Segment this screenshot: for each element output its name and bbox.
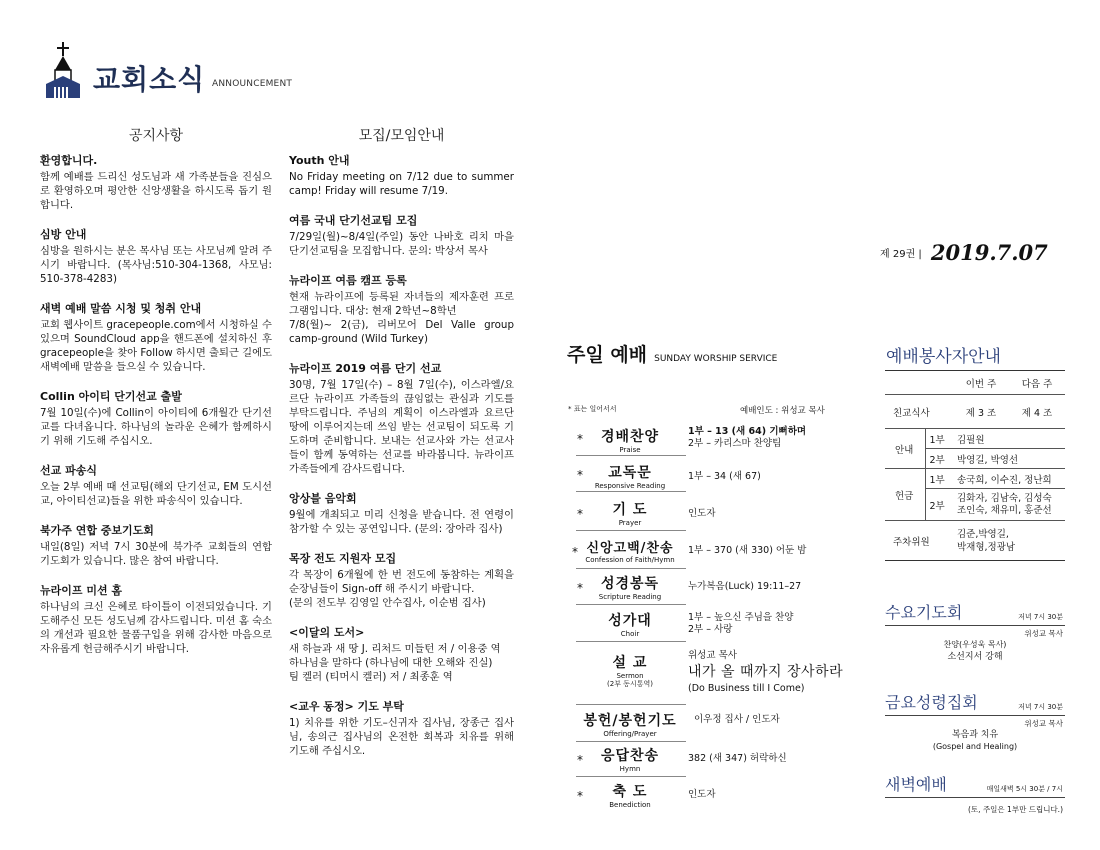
worship-item-english: Offering/Prayer [603,730,657,738]
worship-standing-note: * 표는 일어서서 [568,405,617,413]
notice-item [40,582,272,656]
worship-row [568,608,858,642]
parking-names-a: 김준,박영길, [957,528,1009,540]
standing-marker: * [577,468,583,482]
row-divider [576,491,686,492]
notice-title: 새벽 예배 말씀 시청 및 청취 안내 [40,302,202,315]
recruit-heading: 모집/모임안내 [358,128,445,144]
offering-names-2a: 김화자, 김남숙, 김성숙 [957,492,1052,504]
usher-label: 친교식사 [893,407,930,419]
friday-divider [885,715,1065,716]
row-divider [576,568,686,569]
row-divider [576,641,686,642]
worship-item-content [688,789,716,801]
friday-text-1: 복음과 치유 [951,730,999,740]
worship-title-korean: 주일 예배 [567,344,648,366]
worship-item-korean: 경배찬양 [600,429,660,445]
offering-part-1: 1부 [925,469,953,489]
issue-volume: 제 29권 | [880,249,922,260]
dawn-divider [885,797,1065,798]
notice-item [40,388,272,448]
worship-row-sermon [568,648,858,704]
content-line: 1부 – 높으신 주님을 찬양 [688,612,794,623]
offering-names-2 [953,489,1065,521]
guide-names-1: 김필원 [957,434,985,446]
worship-row [568,458,858,492]
friday-title: 금요성령집회 [885,693,978,712]
notices-heading: 공지사항 [128,128,184,144]
notice-item [40,226,272,286]
parking-names [953,521,1065,561]
worship-row [568,743,858,777]
recruit-title: <이달의 도서> [289,626,365,639]
this-week-header: 이번 주 [965,378,997,390]
wednesday-text-2: 소선지서 강해 [947,652,1003,662]
notice-item [40,300,272,374]
offering-part-2: 2부 [925,489,953,521]
friday-text-2: (Gospel and Healing) [932,742,1018,751]
notice-title: Collin 아이티 단기선교 출발 [40,390,182,403]
worship-item-korean: 설 교 [612,655,648,671]
notice-body: 교회 웹사이트 gracepeople.com에서 시청하실 수 있으며 SoundCloud app을 핸드폰에 설치하신 후 gracepeople을 찾아 Follow 하시면 출퇴근 길에도 새벽예배 말씀을 들으실 수 있습니다. [40,319,273,373]
dawn-time: 매일새벽 5시 30분 / 7시 [986,785,1063,793]
worship-item-english: Confession of Faith/Hymn [585,556,675,564]
friday-time: 저녁 7시 30분 [1018,703,1063,711]
dawn-service [885,772,1065,815]
sermon-title: 내가 올 때까지 장사하라 [688,664,844,680]
worship-item-korean: 기 도 [612,502,648,518]
recruit-item [289,698,514,758]
recruit-title: 뉴라이프 2019 여름 단기 선교 [289,362,442,375]
worship-item-content [688,581,801,593]
content-line: 2부 – 사랑 [688,624,733,635]
dawn-title: 새벽예배 [885,775,947,794]
content-line: 1부 – 13 (새 64) 기뻐하며 [688,426,807,437]
notice-body: 함께 예배를 드리신 성도님과 새 가족분들을 진심으로 환영하오며 평안한 신앙생활을 하시도록 돕기 원합니다. [40,171,272,211]
row-divider [576,530,686,531]
worship-item-korean: 응답찬송 [600,748,660,764]
issue-date: 2019.7.07 [930,240,1048,265]
worship-item-english: Scripture Reading [598,593,662,601]
notice-title: 뉴라이프 미션 홈 [40,584,123,597]
worship-item-content [688,612,793,636]
parking-names-b: 박재형,정광남 [957,541,1016,553]
worship-row [568,535,858,569]
content-line: 1부 – 370 (새 330) 어둔 밤 [688,545,807,556]
wednesday-time: 저녁 7시 30분 [1018,613,1063,621]
worship-item-english: Prayer [618,519,642,527]
recruit-item [289,550,514,610]
row-divider [576,741,686,742]
guide-part-1: 1부 [925,429,953,449]
wednesday-service [885,600,1065,663]
recruit-body: 1) 치유를 위한 기도–신귀자 집사님, 장종근 집사님, 송의근 집사님의 온전한 회복과 치유를 위해 기도해 주십시오. [289,717,514,757]
content-line: 누가복음(Luck) 19:11–27 [688,581,802,592]
worship-row [568,708,858,742]
notice-body: 심방을 원하시는 분은 목사님 또는 사모님께 알려 주시기 바랍니다. (목사님:510-304-1368, 사모님: 510-378-4283) [40,245,272,285]
worship-row [568,779,858,813]
row-divider [576,704,686,705]
sermon-title-english: (Do Business till I Come) [688,683,805,694]
notice-item [40,462,272,508]
worship-presider: 예배인도 : 위성교 목사 [740,406,825,416]
recruit-item [289,212,514,258]
service-title: 예배봉사자안내 [886,347,1001,367]
notice-title: 선교 파송식 [40,464,97,477]
notice-title: 북가주 연합 중보기도회 [40,524,154,537]
worship-title-english: SUNDAY WORSHIP SERVICE [654,354,778,364]
recruit-column [289,152,514,758]
worship-row [568,571,858,605]
recruit-body: 새 하늘과 새 땅 J. 리처드 미들턴 저 / 이용중 역 하나님을 말하다 (하나님에 대한 오해와 진실) 팀 켈러 (티머시 켈러) 저 / 최종훈 역 [289,643,501,683]
recruit-item [289,624,514,684]
worship-item-name [574,426,686,454]
worship-item-korean: 성경봉독 [600,576,660,592]
service-table [885,370,1065,561]
content-line: 382 (새 347) 허락하신 [688,753,787,764]
wednesday-leader: 위성교 목사 [1024,629,1063,638]
church-logo-icon [40,40,88,100]
worship-item-korean: 신앙고백/찬송 [586,541,674,556]
notice-body: 7월 10일(수)에 Collin이 아이티에 6개월간 단기선교를 다녀옵니다. 하나님의 놀라운 은혜가 함께하시기 위해 기도해 주십시오. [40,407,272,447]
worship-item-korean: 교독문 [608,465,652,481]
worship-item-name [574,710,686,738]
row-divider [576,455,686,456]
recruit-title: Youth 안내 [289,154,350,167]
guide-label: 안내 [895,444,914,456]
recruit-item [289,152,514,198]
worship-item-sub: (2부 동시통역) [607,680,653,688]
notice-body: 오늘 2부 예배 때 선교팀(해외 단기선교, EM 도시선교, 아이티선교)들을 위한 파송식이 있습니다. [40,481,272,507]
standing-marker: * [577,507,583,521]
parking-label: 주차위원 [893,536,930,548]
worship-item-content [694,714,780,726]
notice-body: 하나님의 크신 은혜로 타이틀이 이전되었습니다. 기도해주신 모든 성도님께 감사드립니다. 미션 홈 숙소의 개선과 필요한 물품구입을 위해 감사한 마음으로 자유롭게 헌금해주시기 바랍니다. [40,601,272,655]
worship-item-content [688,753,787,765]
content-line: 2부 – 카리스마 찬양팀 [688,438,782,449]
friday-service [885,690,1065,753]
dawn-note: (토, 주일은 1부만 드립니다.) [968,805,1063,814]
recruit-item [289,490,514,536]
notice-title: 환영합니다. [40,154,98,167]
friday-leader: 위성교 목사 [1024,719,1063,728]
offering-names-1: 송국희, 이수진, 정난희 [957,474,1052,486]
worship-item-english: Sermon [616,672,644,680]
worship-item-name [574,537,686,564]
usher-next-week: 제 4 조 [1021,407,1053,419]
guide-names-2: 박영길, 박영선 [953,449,1065,469]
recruit-item [289,272,514,346]
recruit-body: 7/29일(월)~8/4일(주일) 동안 나바호 리치 마을 단기선교팀을 모집합니다. 문의: 박상서 목사 [289,231,514,257]
content-line: 이우정 집사 / 인도자 [694,714,780,725]
worship-item-english: Benediction [609,801,651,809]
recruit-body: No Friday meeting on 7/12 due to summer camp! Friday will resume 7/19. [289,171,514,197]
notice-item [40,522,272,568]
content-line: 인도자 [688,508,716,519]
issue-info [880,240,1048,265]
worship-title [567,340,777,367]
recruit-title: 여름 국내 단기선교팀 모집 [289,214,418,227]
wednesday-title: 수요기도회 [885,603,963,622]
worship-item-name [574,652,686,688]
standing-marker: * [577,432,583,446]
worship-item-content [688,426,806,450]
worship-row [568,422,858,456]
page-title-english: ANNOUNCEMENT [212,79,293,89]
recruit-body: 각 목장이 6개월에 한 번 전도에 동참하는 계획을 순장님들이 Sign-off 해 주시기 바랍니다. (문의 전도부 김영일 안수집사, 이순범 집사) [289,569,514,609]
worship-item-english: Choir [620,630,640,638]
standing-marker: * [577,581,583,595]
recruit-title: 앙상블 음악회 [289,492,357,505]
worship-item-english: Praise [619,446,641,454]
notices-column [40,152,272,656]
worship-item-content [688,508,716,520]
standing-marker: * [572,545,578,559]
sermon-preacher: 위성교 목사 [688,650,737,661]
worship-item-english: Responsive Reading [594,482,666,490]
content-line: 인도자 [688,789,716,800]
worship-item-content [688,545,806,557]
worship-item-content [688,650,843,696]
guide-part-2: 2부 [925,449,953,469]
worship-item-korean: 성가대 [608,613,652,629]
worship-row [568,497,858,531]
notice-body: 내일(8일) 저녁 7시 30분에 북가주 교회들의 연합기도회가 있습니다. 많은 참여 바랍니다. [40,541,272,567]
recruit-title: 목장 전도 지원자 모집 [289,552,397,565]
notice-item [40,152,272,212]
worship-item-korean: 축 도 [612,784,648,800]
worship-item-name [574,781,686,809]
worship-item-name [574,573,686,601]
row-divider [576,776,686,777]
recruit-item [289,360,514,476]
recruit-title: <교우 동정> 기도 부탁 [289,700,404,713]
usher-this-week: 제 3 조 [965,407,997,419]
content-line: 1부 – 34 (새 67) [688,471,761,482]
worship-item-name [574,610,686,638]
worship-item-name [574,499,686,527]
recruit-title: 뉴라이프 여름 캠프 등록 [289,274,407,287]
row-divider [576,604,686,605]
worship-item-content [688,471,761,483]
page-title: 교회소식 [93,63,206,96]
recruit-body: 현재 뉴라이프에 등록된 자녀들의 제자훈련 프로그램입니다. 대상: 현재 2학년~8학년 7/8(월)~ 2(금), 리버모어 Del Valle group camp-ground (Wild Turkey) [289,291,514,345]
standing-marker: * [577,789,583,803]
worship-item-english: Hymn [619,765,641,773]
worship-item-korean: 봉헌/봉헌기도 [583,713,677,729]
worship-item-name [574,745,686,773]
offering-names-2b: 조인숙, 채유미, 홍준선 [957,504,1052,516]
standing-marker: * [577,753,583,767]
recruit-body: 30명, 7월 17일(수) – 8월 7일(수), 이스라엘/요르단 뉴라이프 가족들의 끊임없는 관심과 기도를 부탁드립니다. 주님의 계획이 이스라엘과 요르단 땅에 이루어지는데 쓰임 받는 선교팀이 되도록 기도하며 준비합니다. 보내는 선교사와 가는 선교사들이 함께 동역하는 선교를 바라봅니다. 뉴라이프 가족들에게 감사드립니다. [289,379,514,475]
wednesday-divider [885,625,1065,626]
notice-title: 심방 안내 [40,228,87,241]
wednesday-text-1: 찬양(우성욱 목사) [943,640,1007,649]
next-week-header: 다음 주 [1021,378,1053,390]
offering-label: 헌금 [895,490,914,502]
worship-item-name [574,462,686,490]
recruit-body: 9월에 개최되고 미리 신청을 받습니다. 전 연령이 참가할 수 있는 공연입니다. (문의: 장아라 집사) [289,509,514,535]
